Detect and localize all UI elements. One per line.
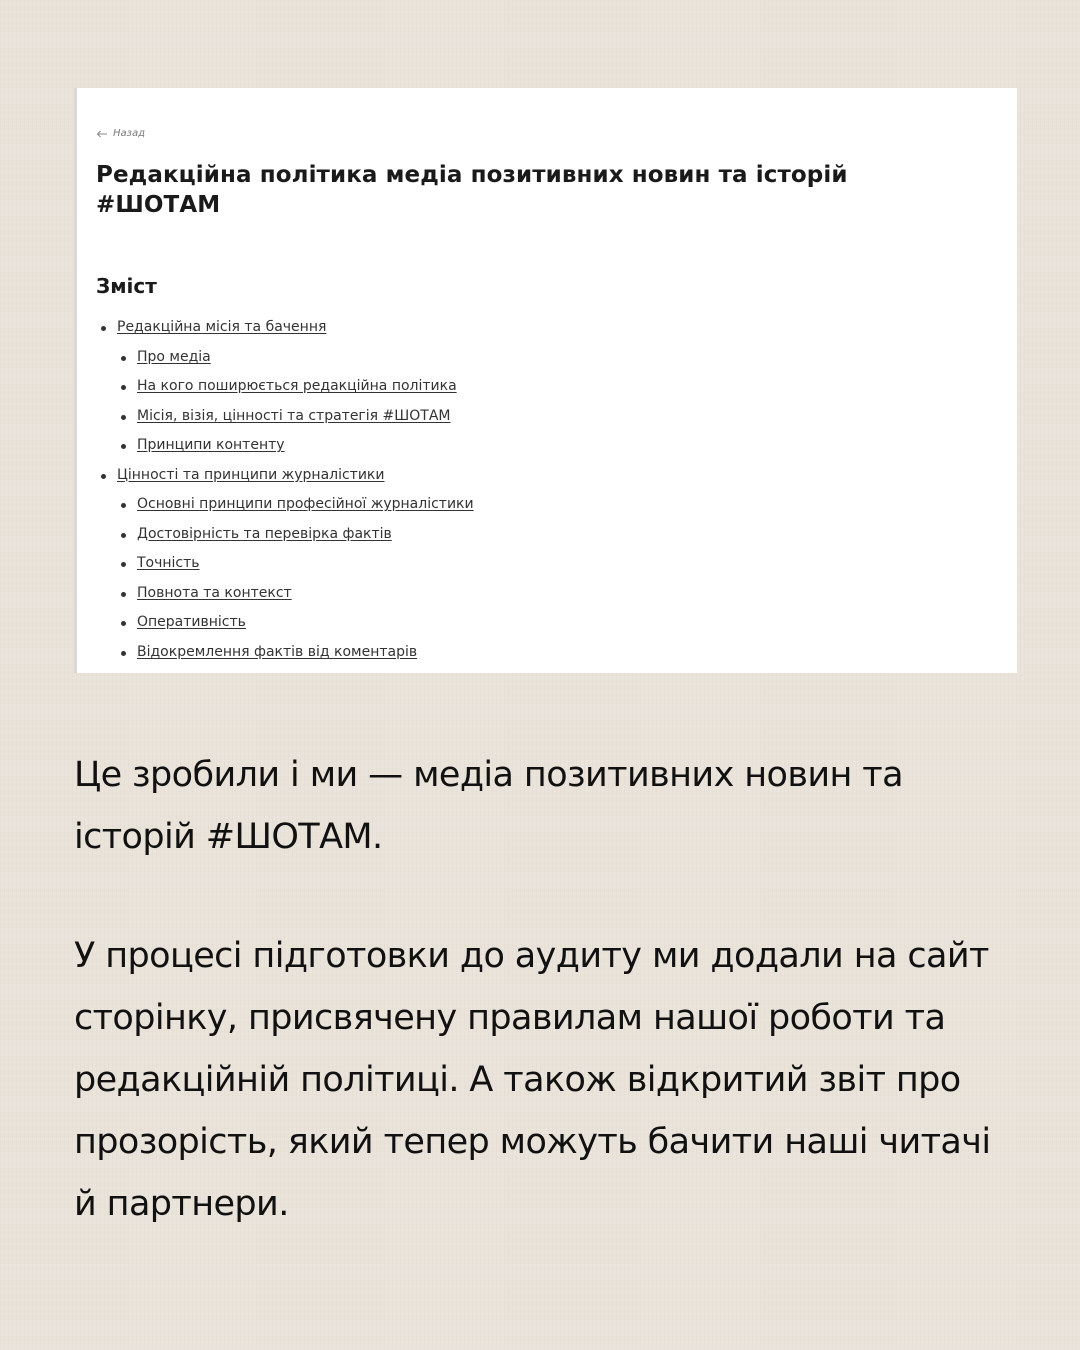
toc-item-policy-scope	[96, 372, 474, 402]
caption-paragraph-1: Це зробили і ми — медіа позитивних новин та історій #ШОТАМ.	[74, 755, 903, 857]
toc-item-editorial-mission	[96, 313, 474, 343]
toc-link[interactable]: На кого поширюється редакційна політика	[137, 378, 457, 394]
toc-link[interactable]: Редакційна місія та бачення	[117, 319, 327, 335]
toc-item-mission-vision	[96, 402, 474, 432]
toc-link[interactable]: Основні принципи професійної журналістики	[137, 496, 474, 512]
toc-heading: Зміст	[96, 274, 157, 298]
table-of-contents	[96, 313, 474, 667]
toc-link[interactable]: Відокремлення фактів від коментарів	[137, 643, 418, 660]
toc-item-core-principles	[96, 490, 474, 520]
toc-link[interactable]: Принципи контенту	[137, 437, 285, 453]
toc-item-accuracy	[96, 549, 474, 579]
toc-item-journalism-values	[96, 461, 474, 491]
toc-link[interactable]: Оперативність	[137, 614, 246, 630]
toc-item-content-principles	[96, 431, 474, 461]
toc-link[interactable]: Про медіа	[137, 348, 211, 365]
toc-link[interactable]: Достовірність та перевірка фактів	[137, 525, 392, 542]
page-title: Редакційна політика медіа позитивних новин та історій #ШОТАМ	[96, 162, 848, 218]
back-link-label: Назад	[113, 128, 146, 139]
arrow-left-icon	[96, 130, 108, 138]
toc-link[interactable]: Повнота та контекст	[137, 584, 292, 601]
toc-item-completeness	[96, 579, 474, 609]
toc-link[interactable]: Цінності та принципи журналістики	[117, 466, 385, 483]
toc-item-about-media	[96, 343, 474, 373]
toc-item-fact-checking	[96, 520, 474, 550]
back-link[interactable]	[96, 128, 145, 139]
toc-link[interactable]: Точність	[137, 555, 200, 571]
toc-item-facts-vs-comments	[96, 638, 474, 668]
caption-paragraph-2: У процесі підготовки до аудиту ми додали на сайт сторінку, присвячену правилам нашої роботи та редакційній політиці. А також відкритий звіт про прозорість, який тепер можуть бачити наші читачі й партнери.	[74, 936, 991, 1224]
toc-item-promptness	[96, 608, 474, 638]
webpage-screenshot	[74, 88, 1017, 673]
toc-link[interactable]: Місія, візія, цінності та стратегія #ШОТАМ	[137, 407, 451, 424]
